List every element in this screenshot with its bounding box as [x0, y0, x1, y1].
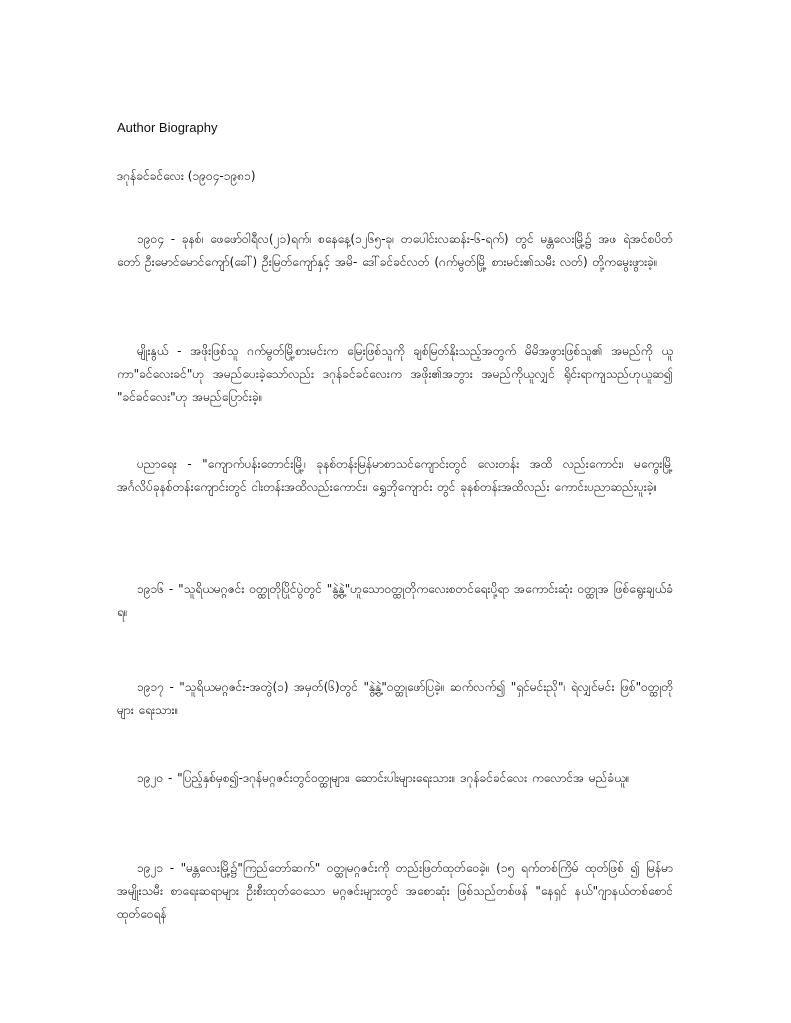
bio-paragraph-1920: ၁၉၂၀ - "ပြည့်နှစ်မှစ၍-ဒဂုန်မဂ္ဂဇင်းတွင်ဝတ္ထုများ၊ ဆောင်းပါးများရေးသား။ ဒဂုန်ခင်ခင်လေး ကလောင်အ မည်ခံယူ။: [137, 771, 630, 785]
bio-paragraph-1916: ၁၉၁၆ - "သူရိယမဂ္ဂဇင်း ဝတ္ထုတိုပြိုင်ပွဲတွင် "နွဲ့နွဲ့"ဟူသောဝတ္ထုတိုကလေးစတင်ရေးပို့ရာ အကောင်းဆုံး ဝတ္ထုအ ဖြစ်ရွေးချယ်ခံရ။: [117, 582, 673, 619]
document-heading: Author Biography: [117, 120, 218, 135]
bio-paragraph-1921: ၁၉၂၁ - "မန္တလေးမြို့၌"ကြည်တော်ဆက်" ဝတ္ထုမဂ္ဂဇင်းကို တည်းဖြတ်ထုတ်ဝေခဲ့။ (၁၅ ရက်တစ်ကြိမ် ထုတ်ဖြစ် ၍ မြန်မာအမျိုးသမီး စာရေးဆရာများ ဦးစီးထုတ်ဝေသော မဂ္ဂဇင်းများတွင် အစောဆုံး ဖြစ်သည်တစ်ဖန် "နေရှင် နယ်"ဂျာနယ်တစ်စောင် ထုတ်ဝေရန်: [117, 861, 673, 921]
bio-paragraph-birth: ၁၉ဝ၄ - ခုနစ်၊ ဖေဖော်ဝါရီလ(၂၁)ရက်၊ စနေနေ့(၁၂၆၅-ခု၊ တပေါင်းလဆန်း-၆-ရက်) တွင် မန္တလေးမြို့၌ အဖ ရဲအင်စပိတ်တော် ဦးမောင်မောင်ကျော်(ခေါ်) ဦးမြတ်ကျော်နှင့် အမိ- ဒေါ်ခင်ခင်လတ် (ဂက်မွတ်မြို့ စားမင်း၏သမီး လတ်) တို့ကမွေးဖွားခဲ့။: [117, 232, 673, 269]
bio-paragraph-1917: ၁၉၁၇ - "သူရိယမဂ္ဂဇင်း-အတွဲ(၁) အမှတ်(၆)တွင် "နွဲ့နွဲ့"ဝတ္ထုဖော်ပြခဲ့။ ဆက်လက်၍ "ရှင်မင်းညို"၊ ရဲလျှင်မင်း ဖြစ်"ဝတ္ထုတိုများ ရေးသား။: [117, 680, 673, 717]
bio-paragraph-lineage: မျိုးနွယ် - အဖိုးဖြစ်သူ ဂက်မွတ်မြို့စားမင်းက မြေးဖြစ်သူကို ချစ်မြတ်နိုးသည့်အတွက် မိမိအဖွားဖြစ်သူ၏ အမည်ကို ယူကာ"ခင်လေးခင်"ဟု အမည်ပေးခဲ့သော်လည်း ဒဂုန်ခင်ခင်လေးက အဖိုး၏အဘွား အမည်ကိုယူလျှင် ရိုင်းရာကျသည်ဟုယူဆ၍ "ခင်ခင်လေး"ဟု အမည်ပြောင်းခဲ့။: [117, 344, 673, 404]
author-name-dates: ဒဂုန်ခင်ခင်လေး (၁၉ဝ၄-၁၉၈၁): [117, 169, 256, 183]
bio-paragraph-education: ပညာရေး - "ကျောက်ပန်းတောင်းမြို့၊ ခုနစ်တန်းမြန်မာစာသင်ကျောင်းတွင် လေးတန်း အထိ လည်းကောင်း၊ မကွေးမြို့ အင်္ဂလိပ်ခုနစ်တန်းကျောင်းတွင် ငါးတန်းအထိလည်းကောင်း၊ ရွှေဘိုကျောင်း တွင် ခုနစ်တန်းအထိလည်း ကောင်းပညာဆည်းပူးခဲ့။: [117, 457, 673, 494]
